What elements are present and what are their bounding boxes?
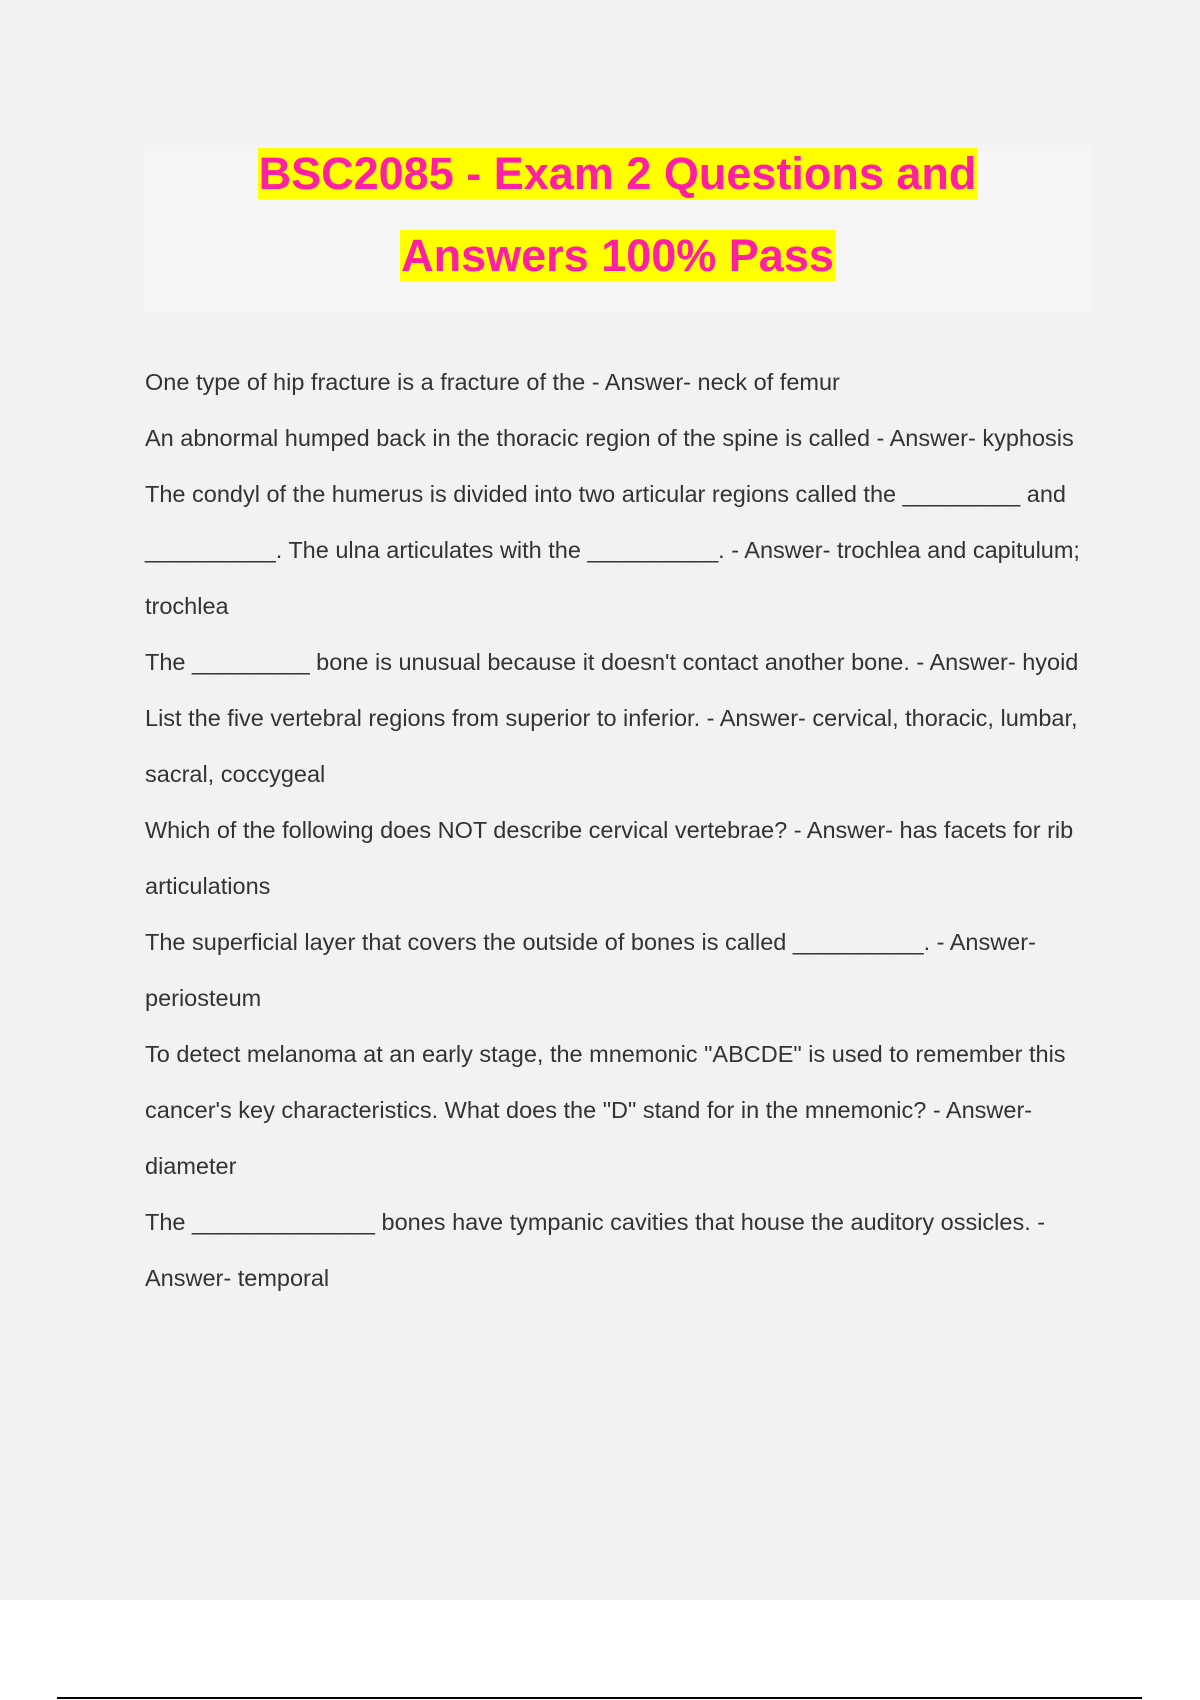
footer-rule xyxy=(57,1697,1142,1699)
qa-item: The _________ bone is unusual because it doesn't contact another bone. - Answer- hyoid xyxy=(145,649,1079,675)
title-line-1-text: BSC2085 - Exam 2 Questions and xyxy=(258,148,977,199)
qa-item: One type of hip fracture is a fracture of the - Answer- neck of femur xyxy=(145,369,840,395)
qa-item: The condyl of the humerus is divided into two articular regions called the _________ and __________. The ulna articulates with the __________. - Answer- trochlea and capitulum; trochlea xyxy=(145,481,1080,619)
title-line-2-text: Answers 100% Pass xyxy=(401,230,834,281)
qa-item: List the five vertebral regions from superior to inferior. - Answer- cervical, thoracic, lumbar, sacral, coccygeal xyxy=(145,705,1078,787)
qa-item: The superficial layer that covers the outside of bones is called __________. - Answer- periosteum xyxy=(145,929,1036,1011)
title-block xyxy=(143,145,1092,313)
title-line-2 xyxy=(143,227,1092,285)
qa-item: To detect melanoma at an early stage, the mnemonic "ABCDE" is used to remember this cancer's key characteristics. What does the "D" stand for in the mnemonic? - Answer- diameter xyxy=(145,1041,1066,1179)
title-line-1 xyxy=(143,145,1092,203)
qa-list xyxy=(145,354,1105,1306)
qa-item: An abnormal humped back in the thoracic region of the spine is called - Answer- kyphosis xyxy=(145,425,1074,451)
qa-item: The ______________ bones have tympanic cavities that house the auditory ossicles. - Answer- temporal xyxy=(145,1209,1046,1291)
qa-item: Which of the following does NOT describe cervical vertebrae? - Answer- has facets for rib articulations xyxy=(145,817,1074,899)
